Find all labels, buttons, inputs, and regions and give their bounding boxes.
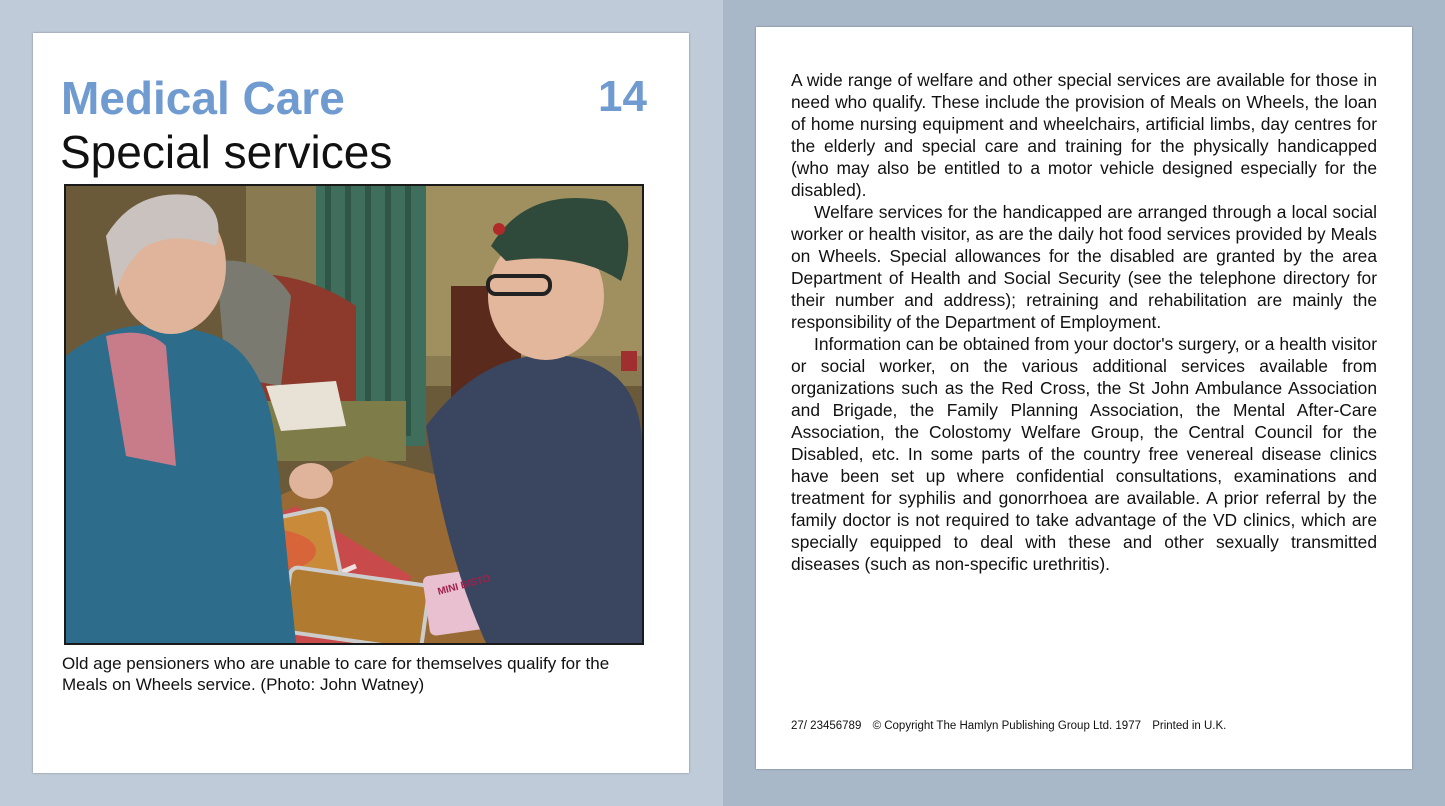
card-back bbox=[756, 27, 1412, 769]
card-front bbox=[33, 33, 689, 773]
footer-printed: Printed in U.K. bbox=[1152, 720, 1227, 732]
card-subtitle: Special services bbox=[60, 126, 393, 178]
body-paragraph: Welfare services for the handicapped are arranged through a local social worker or health visitor, as are the daily hot food services provided by Meals on Wheels. Special allowances for the disabled are granted by the area Department of Health and Social Security (see the telephone directory for their number and address); retraining and rehabilitation are mainly the responsibility of the Department of Employment. bbox=[791, 202, 1377, 332]
photo bbox=[64, 184, 644, 645]
body-paragraph: A wide range of welfare and other special services are available for those in need who qualify. These include the provision of Meals on Wheels, the loan of home nursing equipment and wheelchairs, artificial limbs, day centres for the elderly and special care and training for the physically handicapped (who may also be entitled to a motor vehicle designed especially for the disabled). bbox=[791, 70, 1377, 200]
photo-caption: Old age pensioners who are unable to care for themselves qualify for the Meals on Wheels service. (Photo: John Watney) bbox=[62, 654, 610, 694]
card-title: Medical Care bbox=[61, 72, 345, 124]
body-paragraph: Information can be obtained from your doctor's surgery, or a health visitor or social worker, on the various additional services available from organizations such as the Red Cross, the St John Ambulance Association and Brigade, the Family Planning Association, the Mental After-Care Association, the Colostomy Welfare Group, the Central Council for the Disabled, etc. In some parts of the country free venereal disease clinics have been set up where confidential consultations, examinations and treatment for syphilis and gonorrhoea are available. A prior referral by the family doctor is not required to take advantage of the VD clinics, which are specially equipped to deal with these and other sexually transmitted diseases (such as non-specific urethritis). bbox=[791, 334, 1377, 574]
card-number: 14 bbox=[598, 72, 647, 121]
card-footer bbox=[791, 720, 1234, 732]
photo-packet-label: MINI BISTO bbox=[436, 573, 492, 598]
body-text bbox=[791, 69, 1377, 575]
footer-code: 27/ 23456789 bbox=[791, 720, 862, 732]
footer-copyright: © Copyright The Hamlyn Publishing Group Ltd. 1977 bbox=[872, 720, 1141, 732]
photo-illustration bbox=[66, 186, 642, 643]
